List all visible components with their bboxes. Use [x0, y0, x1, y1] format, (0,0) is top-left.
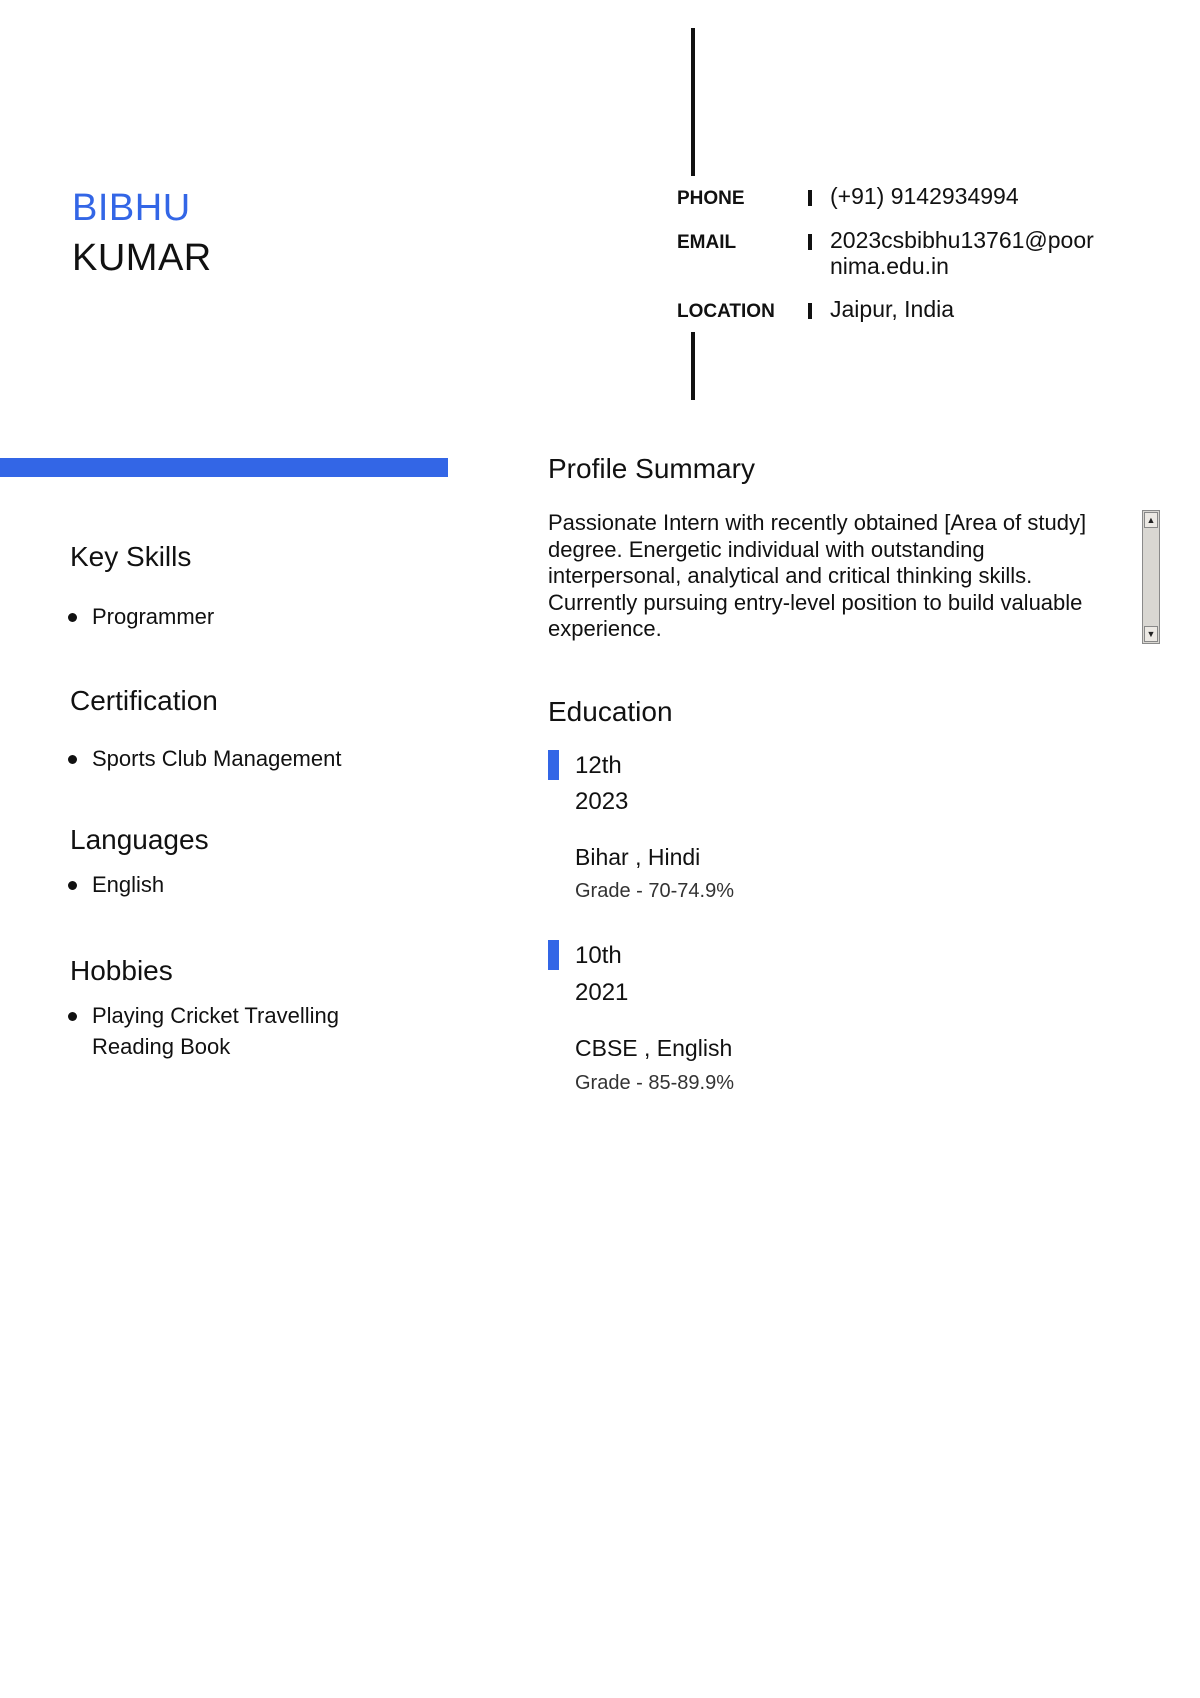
accent-bar [0, 458, 448, 477]
name-first: BIBHU [72, 187, 191, 229]
location-value: Jaipur, India [830, 296, 955, 322]
languages-list [68, 869, 164, 900]
location-label: LOCATION [677, 301, 775, 322]
list-item: Programmer [68, 601, 214, 632]
email-line-2: nima.edu.in [830, 253, 949, 280]
education-year: 2021 [575, 979, 629, 1006]
name-last: KUMAR [72, 237, 212, 279]
education-level: 10th [575, 942, 622, 969]
email-label: EMAIL [677, 232, 737, 253]
certification-list [68, 743, 341, 774]
key-skills-list [68, 601, 214, 632]
scroll-up-icon[interactable]: ▲ [1144, 512, 1158, 528]
education-marker [548, 940, 559, 970]
education-level: 12th [575, 752, 622, 779]
education-board: CBSE , English [575, 1035, 733, 1061]
contact-divider-top [691, 28, 695, 176]
email-bar [808, 234, 812, 250]
education-board: Bihar , Hindi [575, 844, 701, 870]
scroll-down-icon[interactable]: ▼ [1144, 626, 1158, 642]
education-title: Education [548, 696, 673, 727]
email-line-1: 2023csbibhu13761@poor [830, 227, 1094, 253]
hobbies-list [68, 1000, 339, 1062]
key-skills-title: Key Skills [70, 541, 192, 572]
phone-label: PHONE [677, 188, 745, 209]
profile-summary-text: Passionate Intern with recently obtained [Area of study] degree. Energetic individual with outstanding interpersonal, analytical and critical thinking skills. Currently pursuing entry-level position to build valuable experience. [548, 510, 1087, 641]
contact-divider-bottom [691, 332, 695, 400]
list-item: Sports Club Management [68, 743, 341, 774]
hobbies-line-1: Playing Cricket Travelling [92, 1003, 339, 1028]
education-marker [548, 750, 559, 780]
phone-value: (+91) 9142934994 [830, 183, 1019, 209]
hobbies-line-2: Reading Book [92, 1034, 231, 1059]
location-bar [808, 303, 812, 319]
phone-bar [808, 190, 812, 206]
languages-title: Languages [70, 824, 209, 855]
hobbies-title: Hobbies [70, 955, 173, 986]
email-value [830, 227, 1120, 280]
profile-summary-box [548, 510, 1160, 644]
summary-scrollbar[interactable] [1142, 510, 1160, 644]
certification-title: Certification [70, 685, 218, 716]
profile-summary-title: Profile Summary [548, 453, 755, 484]
list-item: English [68, 869, 164, 900]
list-item [68, 1000, 339, 1062]
education-year: 2023 [575, 788, 629, 815]
education-grade: Grade - 85-89.9% [575, 1072, 734, 1094]
education-grade: Grade - 70-74.9% [575, 880, 734, 902]
